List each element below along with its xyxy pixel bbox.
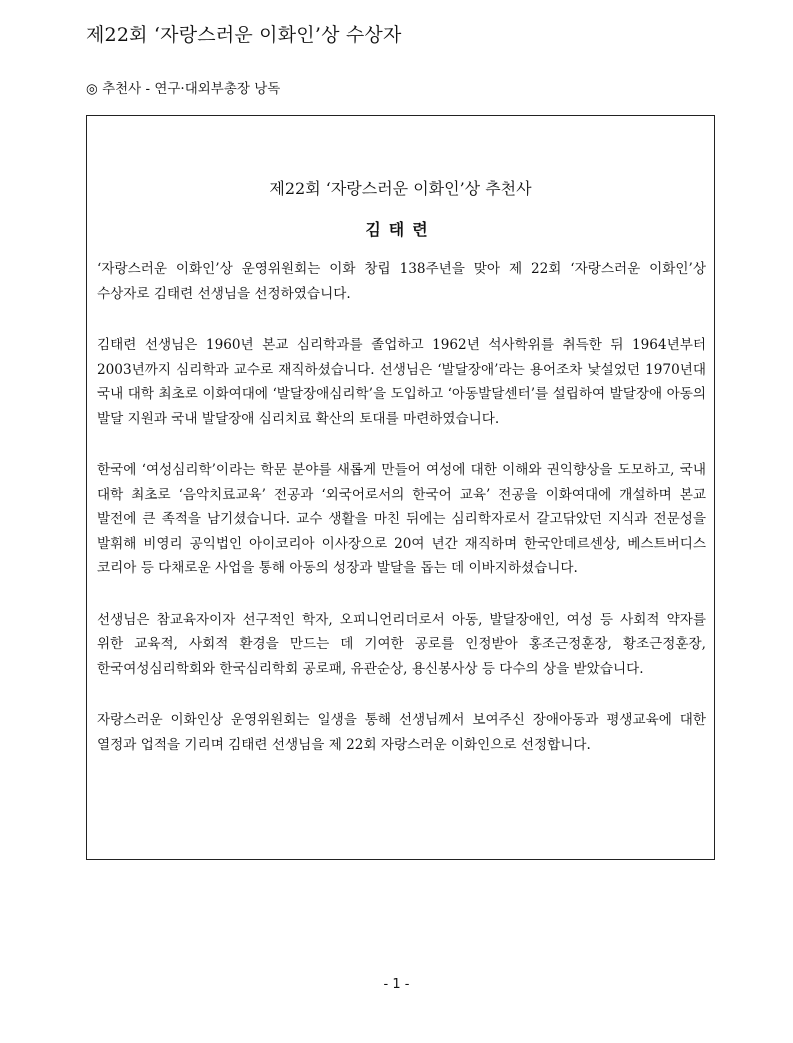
paragraph-1: ‘자랑스러운 이화인’상 운영위원회는 이화 창립 138주년을 맞아 제 22회 ‘자랑스러운 이화인’상 수상자로 김태련 선생님을 선정하였습니다. xyxy=(97,261,706,302)
paragraph-5: 자랑스러운 이화인상 운영위원회는 일생을 통해 선생님께서 보여주신 장애아동과 평생교육에 대한 열정과 업적을 기리며 김태련 선생님을 제 22회 자랑스러운 이화인으로 선정합니다. xyxy=(97,712,706,753)
paragraph-3: 한국에 ‘여성심리학’이라는 학문 분야를 새롭게 만들어 여성에 대한 이해와 권익향상을 도모하고, 국내 대학 최초로 ‘음악치료교육’ 전공과 ‘외국어로서의 한국어 교육’ 전공을 이화여대에 개설하며 본교 발전에 큰 족적을 남기셨습니다. 교수 생활을 마친 뒤에는 심리학자로서 갈고닦았던 지식과 전문성을 발휘해 비영리 공익법인 아이코리아 이사장으로 20여 년간 재직하며 한국안데르센상, 베스트버디스 코리아 등 다채로운 사업을 통해 아동의 성장과 발달을 돕는 데 이바지하셨습니다. xyxy=(97,462,706,576)
recommendation-box xyxy=(86,115,715,860)
document-title: 제22회 ‘자랑스러운 이화인’상 추천사 xyxy=(269,179,532,198)
paragraph-2: 김태련 선생님은 1960년 본교 심리학과를 졸업하고 1962년 석사학위를 취득한 뒤 1964년부터 2003년까지 심리학과 교수로 재직하셨습니다. 선생님은 ‘발달장애’라는 용어조차 낯설었던 1970년대 국내 대학 최초로 이화여대에 ‘발달장애심리학’을 도입하고 ‘아동발달센터’를 설립하여 발달장애 아동의 발달 지원과 국내 발달장애 심리치료 확산의 토대를 마련하였습니다. xyxy=(97,337,706,427)
document-author: 김태련 xyxy=(365,220,436,239)
page-number: - 1 - xyxy=(383,977,410,992)
page-title: 제22회 ‘자랑스러운 이화인’상 수상자 xyxy=(86,24,402,46)
paragraph-4: 선생님은 참교육자이자 선구적인 학자, 오피니언리더로서 아동, 발달장애인, 여성 등 사회적 약자를 위한 교육적, 사회적 환경을 만드는 데 기여한 공로를 인정받아 홍조근정훈장, 황조근정훈장, 한국여성심리학회와 한국심리학회 공로패, 유관순상, 용신봉사상 등 다수의 상을 받았습니다. xyxy=(97,611,706,677)
document-body xyxy=(97,257,706,784)
recommendation-subtitle: ◎ 추천사 - 연구·대외부총장 낭독 xyxy=(86,81,281,97)
